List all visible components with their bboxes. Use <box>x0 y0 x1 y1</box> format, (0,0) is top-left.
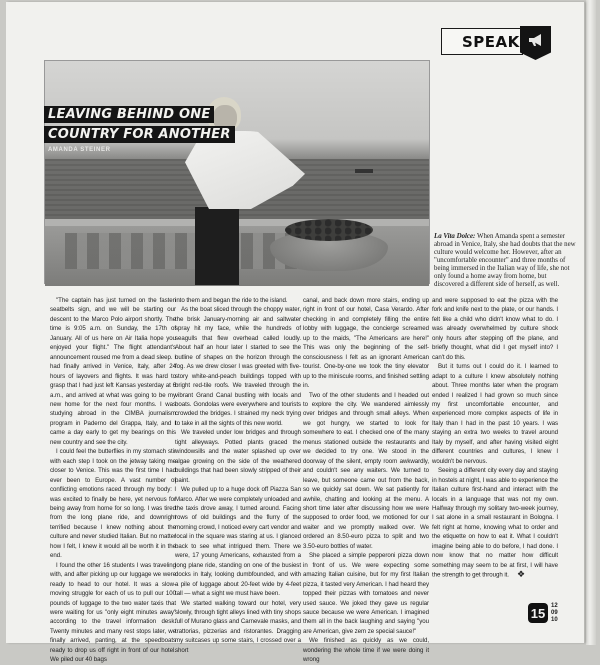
column-3 <box>303 296 429 665</box>
caption-text: When Amanda spent a semester abroad in Venice, Italy, she had doubts that the new culture would welcome her. However, after an "uncomfortable encounter" and three months of being immersed in the Italian way of life, she not only found a home away from home, but discovered a different side of herself, as well. <box>434 233 576 288</box>
section-header <box>441 28 523 55</box>
page-edge <box>586 0 596 645</box>
issue-date <box>551 603 558 624</box>
paragraph: into them and began the ride to the island. <box>175 297 288 304</box>
paragraph: "The captain has just turned on the fasten seatbelts sign, and we will be starting our descent to the Marco Polo airport shortly. The time is 9:05 a.m. on Sunday, the 17th of January. All of us here on Air Italia hope you enjoyed your flight." The flight attendant's announcement roused me from a dead sleep. I had finally arrived in Venice, Italy, after 24 hours of layovers and flights. It was hard to grasp that I had just left Kansas yesterday at 6 a.m., and arrived at what was going to be my new home for the next four months. I was studying abroad in the CIMBA journalism program in Paderno del Grappa, Italy, and I came a day early to get my bearings on this new country and see the city. <box>50 297 176 446</box>
article-photo <box>44 60 430 284</box>
page-number: 15 <box>528 603 548 623</box>
photo-plant <box>285 219 373 241</box>
paragraph: We pulled up to a huge dock off Piazza San Marco. After we were completely unloaded and the taxis drove away, I turned around. Facing rows of old buildings and the flurry of the morning crowd, I noticed every cart vendor and local in the square was staring at us. I glanced back to see what intrigued them. There we were, 17 young Americans, exhausted from a long plane ride, standing on one of the busiest docks in Italy, looking dumbfounded, and with a pile of luggage about 20-feet wide by 4-feet tall — what a sight we must have been. <box>175 486 301 598</box>
paragraph: canal, and back down more stairs, ending up right in front of our hotel, Casa Verardo. After checking in and completely filling the entire lobby with luggage, the concierge screamed up to the maids, "The Americans are here!" This was only the beginning of the self-consciousness I felt as an ignorant American tourist. One-by-one we took the tiny elevator up to the miniscule rooms, and finished settling in. <box>303 297 429 390</box>
paragraph: and were supposed to eat the pizza with the fork and knife next to the plate, or our hands. I felt like a child who didn't know what to do. I was already overwhelmed by culture shock only hours after stepping off the plane, and briefly thought, what did I get myself into? I can't do this. <box>432 297 558 361</box>
paragraph: I found the other 16 students I was traveling with, and after picking up our luggage we were ready to head to our hotel. It was a slow-moving struggle for each of us to pull our 100 pounds of luggage to the two water taxis that were waiting for us "only eight minutes away" according to the travel information desk. Twenty minutes and many rest stops later, we finally arrived, panting, at the speedboats ready to drop us off right in front of our hotel. We piled our 40 bags <box>50 561 176 664</box>
paragraph: I could feel the butterflies in my stomach stir with each step I took on the jetway taking me closer to Venice. This was the first time I had ever been to Europe. A vast number of conflicting emotions raced through my body: I was excited to finally be here, yet nervous for being away from home for so long. I was tired from the long plane ride, and downright terrified because I knew nothing about the culture and never studied Italian. But no matter how I felt, I knew it would all be worth it in the end. <box>50 448 176 560</box>
paragraph: She placed a simple pepperoni pizza down in front of us. We were expecting some amazing Italian cuisine, but for my first Italian pizza, it tasted very American. I had heard they topped their pizzas with tomatoes and never used sauce. We joked they gave us regular sauce because we were American. I imagined them all in the back laughing and saying "you are American, give zem ze special sauce!" <box>303 552 429 635</box>
paragraph: As the boat sliced through the choppy water, the brisk January-morning air and saltwater spray hit my face, while the hundreds of seagulls that flew overhead called loudly. About half an hour later I started to see the outline of shapes on the horizon through the fog. As we drew closer I was greeted with five-story white-and-peach buildings topped with bright red-tile roofs. We traveled through the vibrant Grand Canal bustling with locals and boats. Gondolas were everywhere and tourists crowded the bridges. I strained my neck trying to take in all the sights of this new world. <box>175 306 301 427</box>
column-2 <box>175 296 301 655</box>
paragraph: We traveled under low bridges and through tight alleyways. Potted plants graced the windowsills and the water splashed up over algae growing on the side of the weathered buildings that had been slowly stripped of their paint. <box>175 429 301 484</box>
end-mark-icon: ❖ <box>516 569 525 580</box>
paragraph <box>432 466 558 580</box>
photo-person-legs <box>195 207 239 285</box>
photo-ship <box>355 169 373 173</box>
megaphone-icon <box>528 33 544 47</box>
headline-line-1: LEAVING BEHIND ONE <box>44 106 214 123</box>
paragraph: We started walking toward our hotel, very slowly, through tight alleys lined with tiny shops full of Murano glass and Carnevale masks, and trattorias, pizzerias and ristorantes. Dragging my suitcases up some stairs, I crossed over a short <box>175 599 301 654</box>
headline-line-2: COUNTRY FOR ANOTHER <box>44 126 235 143</box>
paragraph: But it turns out I could do it. I learned to adapt to a culture I knew absolutely nothing about. Three months later when the program ended I realized I had grown so much since my first uncomfortable encounter, and experienced more complex aspects of life in Italy than I had in the past 10 years. I was staying an extra two weeks to travel around Italy by myself, and after having visited eight different countries and cultures, I knew I wouldn't be nervous. <box>432 363 558 465</box>
issue-line: 10 <box>551 617 558 623</box>
column-1 <box>50 296 176 665</box>
section-label: SPEAK <box>462 32 520 51</box>
paragraph: Two of the other students and I headed out to explore the city. We wandered aimlessly over bridges and through small alleys. When we got hungry, we started to look for somewhere to eat. I checked one of the many menus stationed outside the restaurants and we decided to try one. We stood in the doorway of the silent, empty room awkwardly, and couldn't see any waiters. We turned to leave, but someone came out from the back, so we quickly sat down. We sat patiently for awhile, chatting and looking at the menu. A short time later after discussing how we were supposed to order food, we motioned for our waiter and we promptly walked over. We ordered an 8.50-euro pizza to split and two 3.50-euro bottles of water. <box>303 391 429 550</box>
issue-line: 12 <box>551 603 558 609</box>
issue-line: 09 <box>551 610 558 616</box>
byline: AMANDA STEINER <box>48 147 111 153</box>
headline <box>44 105 235 145</box>
column-4 <box>432 296 558 580</box>
paragraph: We finished as quickly as we could, wondering the whole time if we were doing it wrong <box>303 637 429 664</box>
photo-caption <box>434 233 578 289</box>
paragraph-text: Seeing a different city every day and staying in hostels at night, I was able to experience the Italian culture first-hand and interact with the locals in a language that was not my own. Halfway through my solitary two-week journey, I sat alone in a small restaurant in Bologna. I felt right at home, knowing what to order and the etiquette on how to eat it. What I couldn't imagine being able to do before, I had done. I now know that no matter how difficult something may seem to be at first, I will have the strength to get through it. <box>432 467 558 579</box>
caption-lead: La Vita Dolce: <box>434 233 476 240</box>
